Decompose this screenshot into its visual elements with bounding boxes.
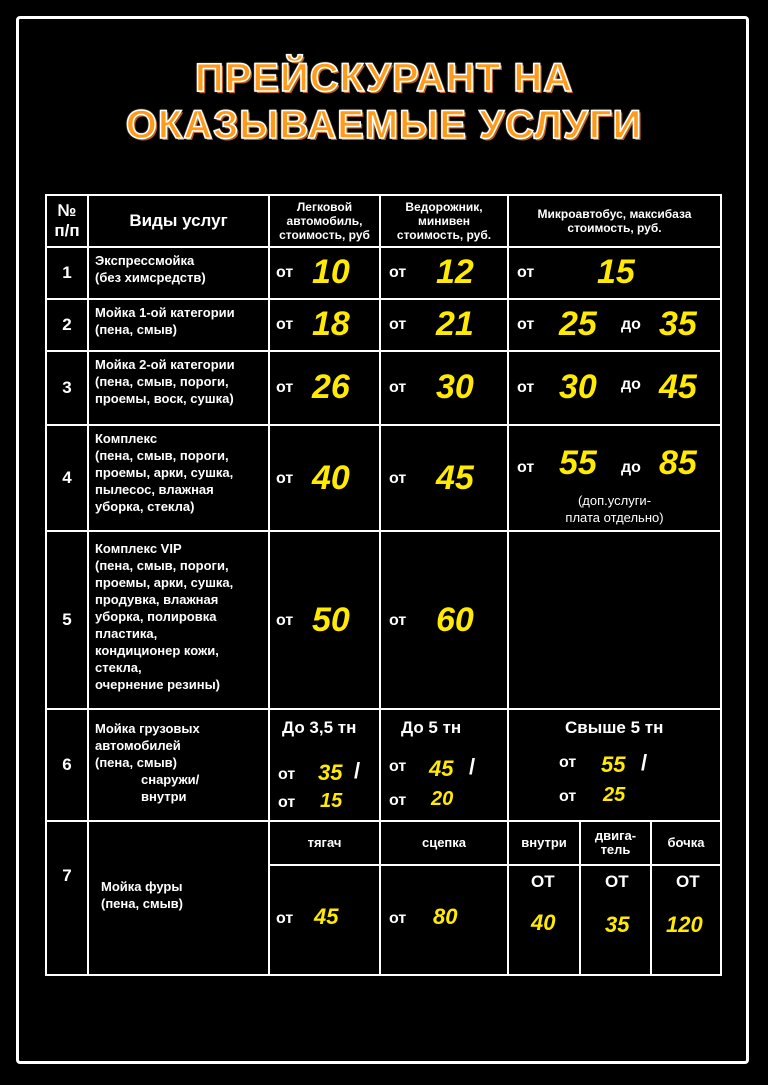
- ot-label: от: [559, 754, 577, 771]
- row-6-cat1-cell: [268, 708, 381, 822]
- row-7-header-trailer: сцепка: [379, 820, 509, 866]
- row-7-header-tractor: тягач: [268, 820, 381, 866]
- row-6-number: 6: [45, 708, 89, 822]
- title-line-2: ОКАЗЫВАЕМЫЕ УСЛУГИ: [125, 103, 643, 147]
- row-7-tank-cell: [650, 864, 722, 976]
- header-number: № п/п: [45, 194, 89, 248]
- row-5-description: Комплекс VIP (пена, смыв, пороги, проемы, арки, сушка, продувка, влажная уборка, полировка пластика, кондиционер кожи, стекла, очернение резины): [87, 530, 270, 710]
- slash: /: [354, 758, 361, 783]
- row-3-description: Мойка 2-ой категории (пена, смыв, пороги, проемы, воск, сушка): [87, 350, 270, 426]
- row-6-cat2-label: До 5 тн: [401, 718, 462, 737]
- header-suv: Ведорожник, минивен стоимость, руб.: [379, 194, 509, 248]
- ot-label: от: [389, 379, 407, 396]
- slash: /: [469, 754, 476, 779]
- row-7-header-engine: двига- тель: [579, 820, 652, 866]
- ot-label: от: [278, 794, 296, 811]
- row-3-bus-cell: [507, 350, 722, 426]
- row-1-bus-price: 15: [597, 253, 635, 291]
- row-3-suv-cell: [379, 350, 509, 426]
- row-7-engine-price: 35: [605, 912, 630, 937]
- row-1-suv-cell: [379, 246, 509, 300]
- row-4-description: Комплекс (пена, смыв, пороги, проемы, арки, сушка, пылесос, влажная уборка, стекла): [87, 424, 270, 532]
- do-label: до: [621, 316, 641, 333]
- ot-label: от: [517, 379, 535, 396]
- header-bus: Микроавтобус, максибаза стоимость, руб.: [507, 194, 722, 248]
- row-6-cat1-outside: 35: [318, 760, 343, 785]
- row-1-suv-price: 12: [436, 253, 474, 291]
- row-2-bus-price-to: 35: [659, 305, 697, 343]
- row-6-description: Мойка грузовых автомобилей (пена, смыв): [95, 721, 200, 770]
- row-3-suv-price: 30: [436, 368, 474, 406]
- row-6-description-sub: снаружи/ внутри: [141, 772, 200, 804]
- ot-label: от: [389, 612, 407, 629]
- row-7-number: 7: [62, 866, 72, 885]
- ot-label: от: [517, 264, 535, 281]
- title-line-1: ПРЕЙСКУРАНТ НА: [194, 56, 574, 100]
- ot-upper-label: ОТ: [531, 872, 555, 891]
- row-3-bus-price-from: 30: [559, 368, 597, 406]
- row-5-suv-price: 60: [436, 601, 474, 639]
- row-5-number: 5: [45, 530, 89, 710]
- row-7-tractor-price: 45: [314, 904, 339, 929]
- row-7-description: Мойка фуры (пена, смыв): [101, 879, 183, 911]
- row-4-number: 4: [45, 424, 89, 532]
- row-1-bus-cell: [507, 246, 722, 300]
- ot-label: от: [276, 470, 294, 487]
- row-7-trailer-cell: [379, 864, 509, 976]
- row-6-cat3-cell: [507, 708, 722, 822]
- do-label: до: [621, 459, 641, 476]
- row-7-inside-cell: [507, 864, 581, 976]
- row-4-bus-cell: [507, 424, 722, 532]
- ot-label: от: [389, 264, 407, 281]
- ot-label: от: [389, 758, 407, 775]
- row-5-car-price: 50: [312, 601, 350, 639]
- ot-label: от: [276, 910, 294, 927]
- ot-label: от: [517, 459, 535, 476]
- row-5-suv-cell: [379, 530, 509, 710]
- row-7-trailer-price: 80: [433, 904, 458, 929]
- row-6-description-cell: [87, 708, 270, 822]
- row-7-header-tank: бочка: [650, 820, 722, 866]
- row-5-bus-cell: [507, 530, 722, 710]
- ot-label: от: [276, 316, 294, 333]
- row-7-number-cell: [45, 820, 89, 976]
- row-2-description: Мойка 1-ой категории (пена, смыв): [87, 298, 270, 352]
- ot-label: от: [389, 792, 407, 809]
- row-7-tractor-cell: [268, 864, 381, 976]
- row-1-number: 1: [45, 246, 89, 300]
- row-7-description-cell: [87, 820, 270, 976]
- row-2-suv-price: 21: [436, 305, 474, 343]
- row-6-cat1-inside: 15: [320, 790, 343, 812]
- row-7-tank-price: 120: [666, 912, 703, 937]
- row-2-car-cell: [268, 298, 381, 352]
- row-2-car-price: 18: [312, 305, 350, 343]
- header-service: Виды услуг: [87, 194, 270, 248]
- row-7-inside-price: 40: [531, 910, 556, 935]
- row-6-cat2-inside: 20: [431, 788, 454, 810]
- header-car: Легковой автомобиль, стоимость, руб: [268, 194, 381, 248]
- ot-label: от: [276, 379, 294, 396]
- ot-upper-label: ОТ: [676, 872, 700, 891]
- row-3-car-price: 26: [312, 368, 350, 406]
- ot-label: от: [517, 316, 535, 333]
- ot-label: от: [276, 612, 294, 629]
- ot-label: от: [276, 264, 294, 281]
- ot-label: от: [278, 766, 296, 783]
- row-4-bus-price-from: 55: [559, 444, 597, 482]
- row-1-car-price: 10: [312, 253, 350, 291]
- row-6-cat3-label: Свыше 5 тн: [565, 718, 664, 737]
- row-3-bus-price-to: 45: [659, 368, 697, 406]
- do-label: до: [621, 376, 641, 393]
- slash: /: [641, 750, 648, 775]
- row-6-cat3-outside: 55: [601, 752, 626, 777]
- row-6-cat2-outside: 45: [429, 756, 454, 781]
- row-6-cat2-cell: [379, 708, 509, 822]
- row-4-car-cell: [268, 424, 381, 532]
- row-2-number: 2: [45, 298, 89, 352]
- row-3-number: 3: [45, 350, 89, 426]
- row-4-suv-price: 45: [436, 459, 474, 497]
- row-2-bus-price-from: 25: [559, 305, 597, 343]
- ot-upper-label: ОТ: [605, 872, 629, 891]
- row-7-header-inside: внутри: [507, 820, 581, 866]
- row-2-bus-cell: [507, 298, 722, 352]
- row-4-suv-cell: [379, 424, 509, 532]
- ot-label: от: [389, 470, 407, 487]
- ot-label: от: [559, 788, 577, 805]
- row-1-car-cell: [268, 246, 381, 300]
- row-3-car-cell: [268, 350, 381, 426]
- row-6-cat1-label: До 3,5 тн: [282, 718, 357, 737]
- row-4-bus-note: (доп.услуги- плата отдельно): [565, 493, 664, 525]
- row-1-description: Экспрессмойка (без химсредств): [87, 246, 270, 300]
- ot-label: от: [389, 316, 407, 333]
- row-6-cat3-inside: 25: [603, 784, 626, 806]
- row-4-car-price: 40: [312, 459, 350, 497]
- row-7-engine-cell: [579, 864, 652, 976]
- row-5-car-cell: [268, 530, 381, 710]
- row-4-bus-price-to: 85: [659, 444, 697, 482]
- ot-label: от: [389, 910, 407, 927]
- row-2-suv-cell: [379, 298, 509, 352]
